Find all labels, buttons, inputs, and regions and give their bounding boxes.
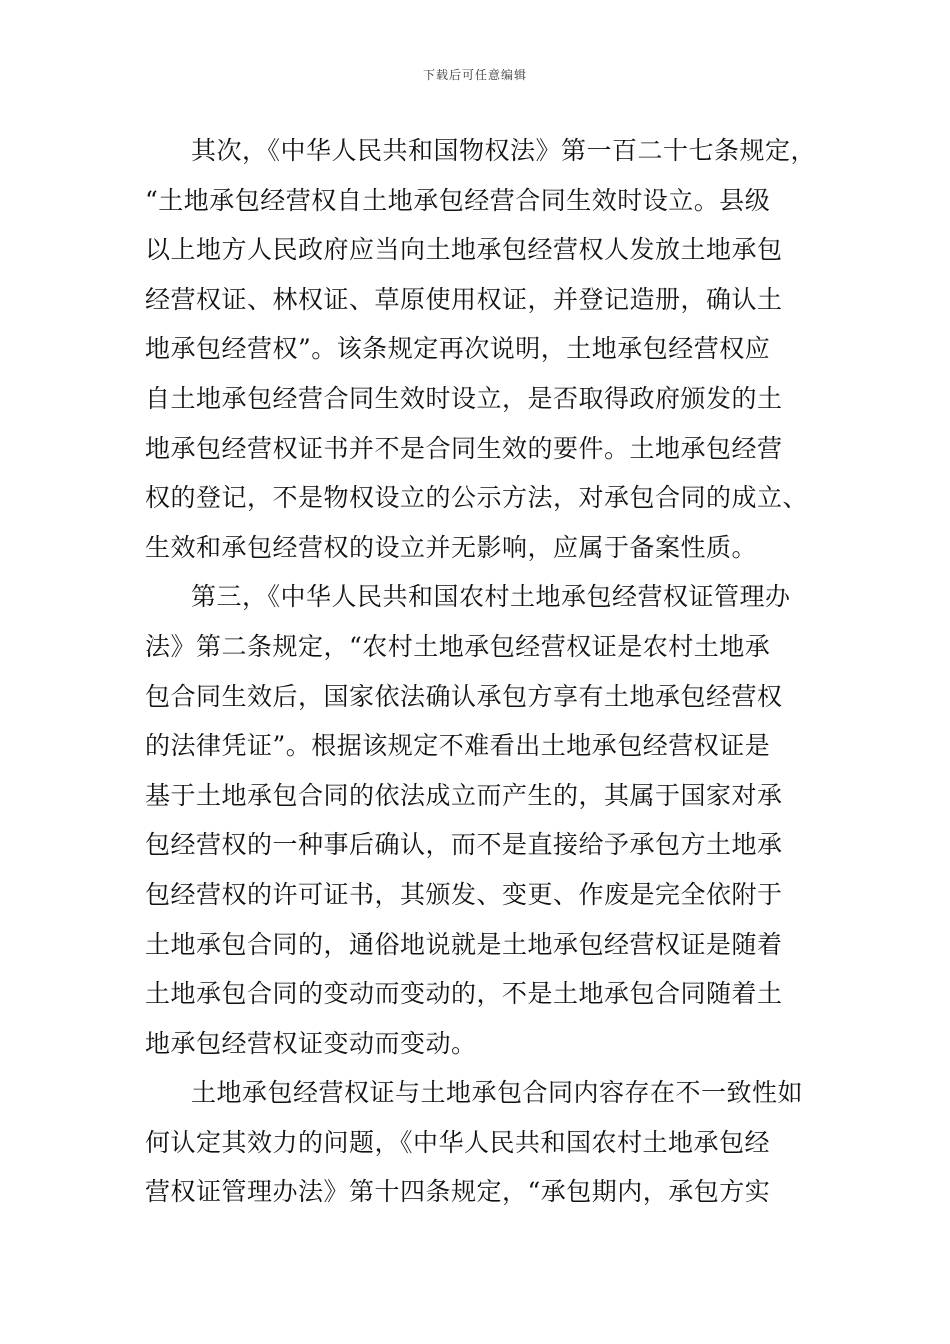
paragraph-line: 地承包经营权证变动而变动。 bbox=[145, 1028, 477, 1058]
paragraph-line: 地承包经营权证书并不是合同生效的要件。土地承包经营 bbox=[145, 433, 783, 463]
paragraph-line: 包经营权的许可证书，其颁发、变更、作废是完全依附于 bbox=[145, 879, 783, 909]
paragraph-line: 法》第二条规定，“农村土地承包经营权证是农村土地承 bbox=[145, 631, 771, 661]
paragraph-line: 土地承包合同的变动而变动的，不是土地承包合同随着土 bbox=[145, 979, 783, 1009]
paragraph-line: 何认定其效力的问题，《中华人民共和国农村土地承包经 bbox=[145, 1127, 771, 1157]
paragraph-line: 土地承包经营权证与土地承包合同内容存在不一致性如 bbox=[191, 1078, 804, 1108]
paragraph-line: 地承包经营权”。该条规定再次说明，土地承包经营权应 bbox=[145, 334, 771, 364]
paragraph-line: 营权证管理办法》第十四条规定，“承包期内，承包方实 bbox=[145, 1177, 771, 1207]
paragraph-line: 以上地方人民政府应当向土地承包经营权人发放土地承包 bbox=[145, 235, 783, 265]
paragraph-line: 包经营权的一种事后确认，而不是直接给予承包方土地承 bbox=[145, 830, 783, 860]
paragraph-line: 基于土地承包合同的依法成立而产生的，其属于国家对承 bbox=[145, 780, 783, 810]
paragraph-line: “土地承包经营权自土地承包经营合同生效时设立。县级 bbox=[145, 185, 771, 215]
paragraph-line: 自土地承包经营合同生效时设立，是否取得政府颁发的土 bbox=[145, 383, 783, 413]
paragraph-line: 其次，《中华人民共和国物权法》第一百二十七条规定， bbox=[191, 136, 817, 165]
paragraph-line: 权的登记，不是物权设立的公示方法，对承包合同的成立、 bbox=[145, 483, 809, 513]
paragraph-line: 包合同生效后，国家依法确认承包方享有土地承包经营权 bbox=[145, 681, 783, 711]
document-body bbox=[145, 126, 817, 1217]
paragraph-line: 土地承包合同的，通俗地说就是土地承包经营权证是随着 bbox=[145, 929, 783, 959]
paragraph-line: 经营权证、林权证、草原使用权证，并登记造册，确认土 bbox=[145, 284, 783, 314]
page-header-note: 下载后可任意编辑 bbox=[422, 68, 527, 82]
paragraph-line: 的法律凭证”。根据该规定不难看出土地承包经营权证是 bbox=[145, 731, 771, 761]
paragraph-line: 生效和承包经营权的设立并无影响，应属于备案性质。 bbox=[145, 532, 758, 562]
paragraph-line: 第三，《中华人民共和国农村土地承包经营权证管理办 bbox=[191, 582, 791, 612]
